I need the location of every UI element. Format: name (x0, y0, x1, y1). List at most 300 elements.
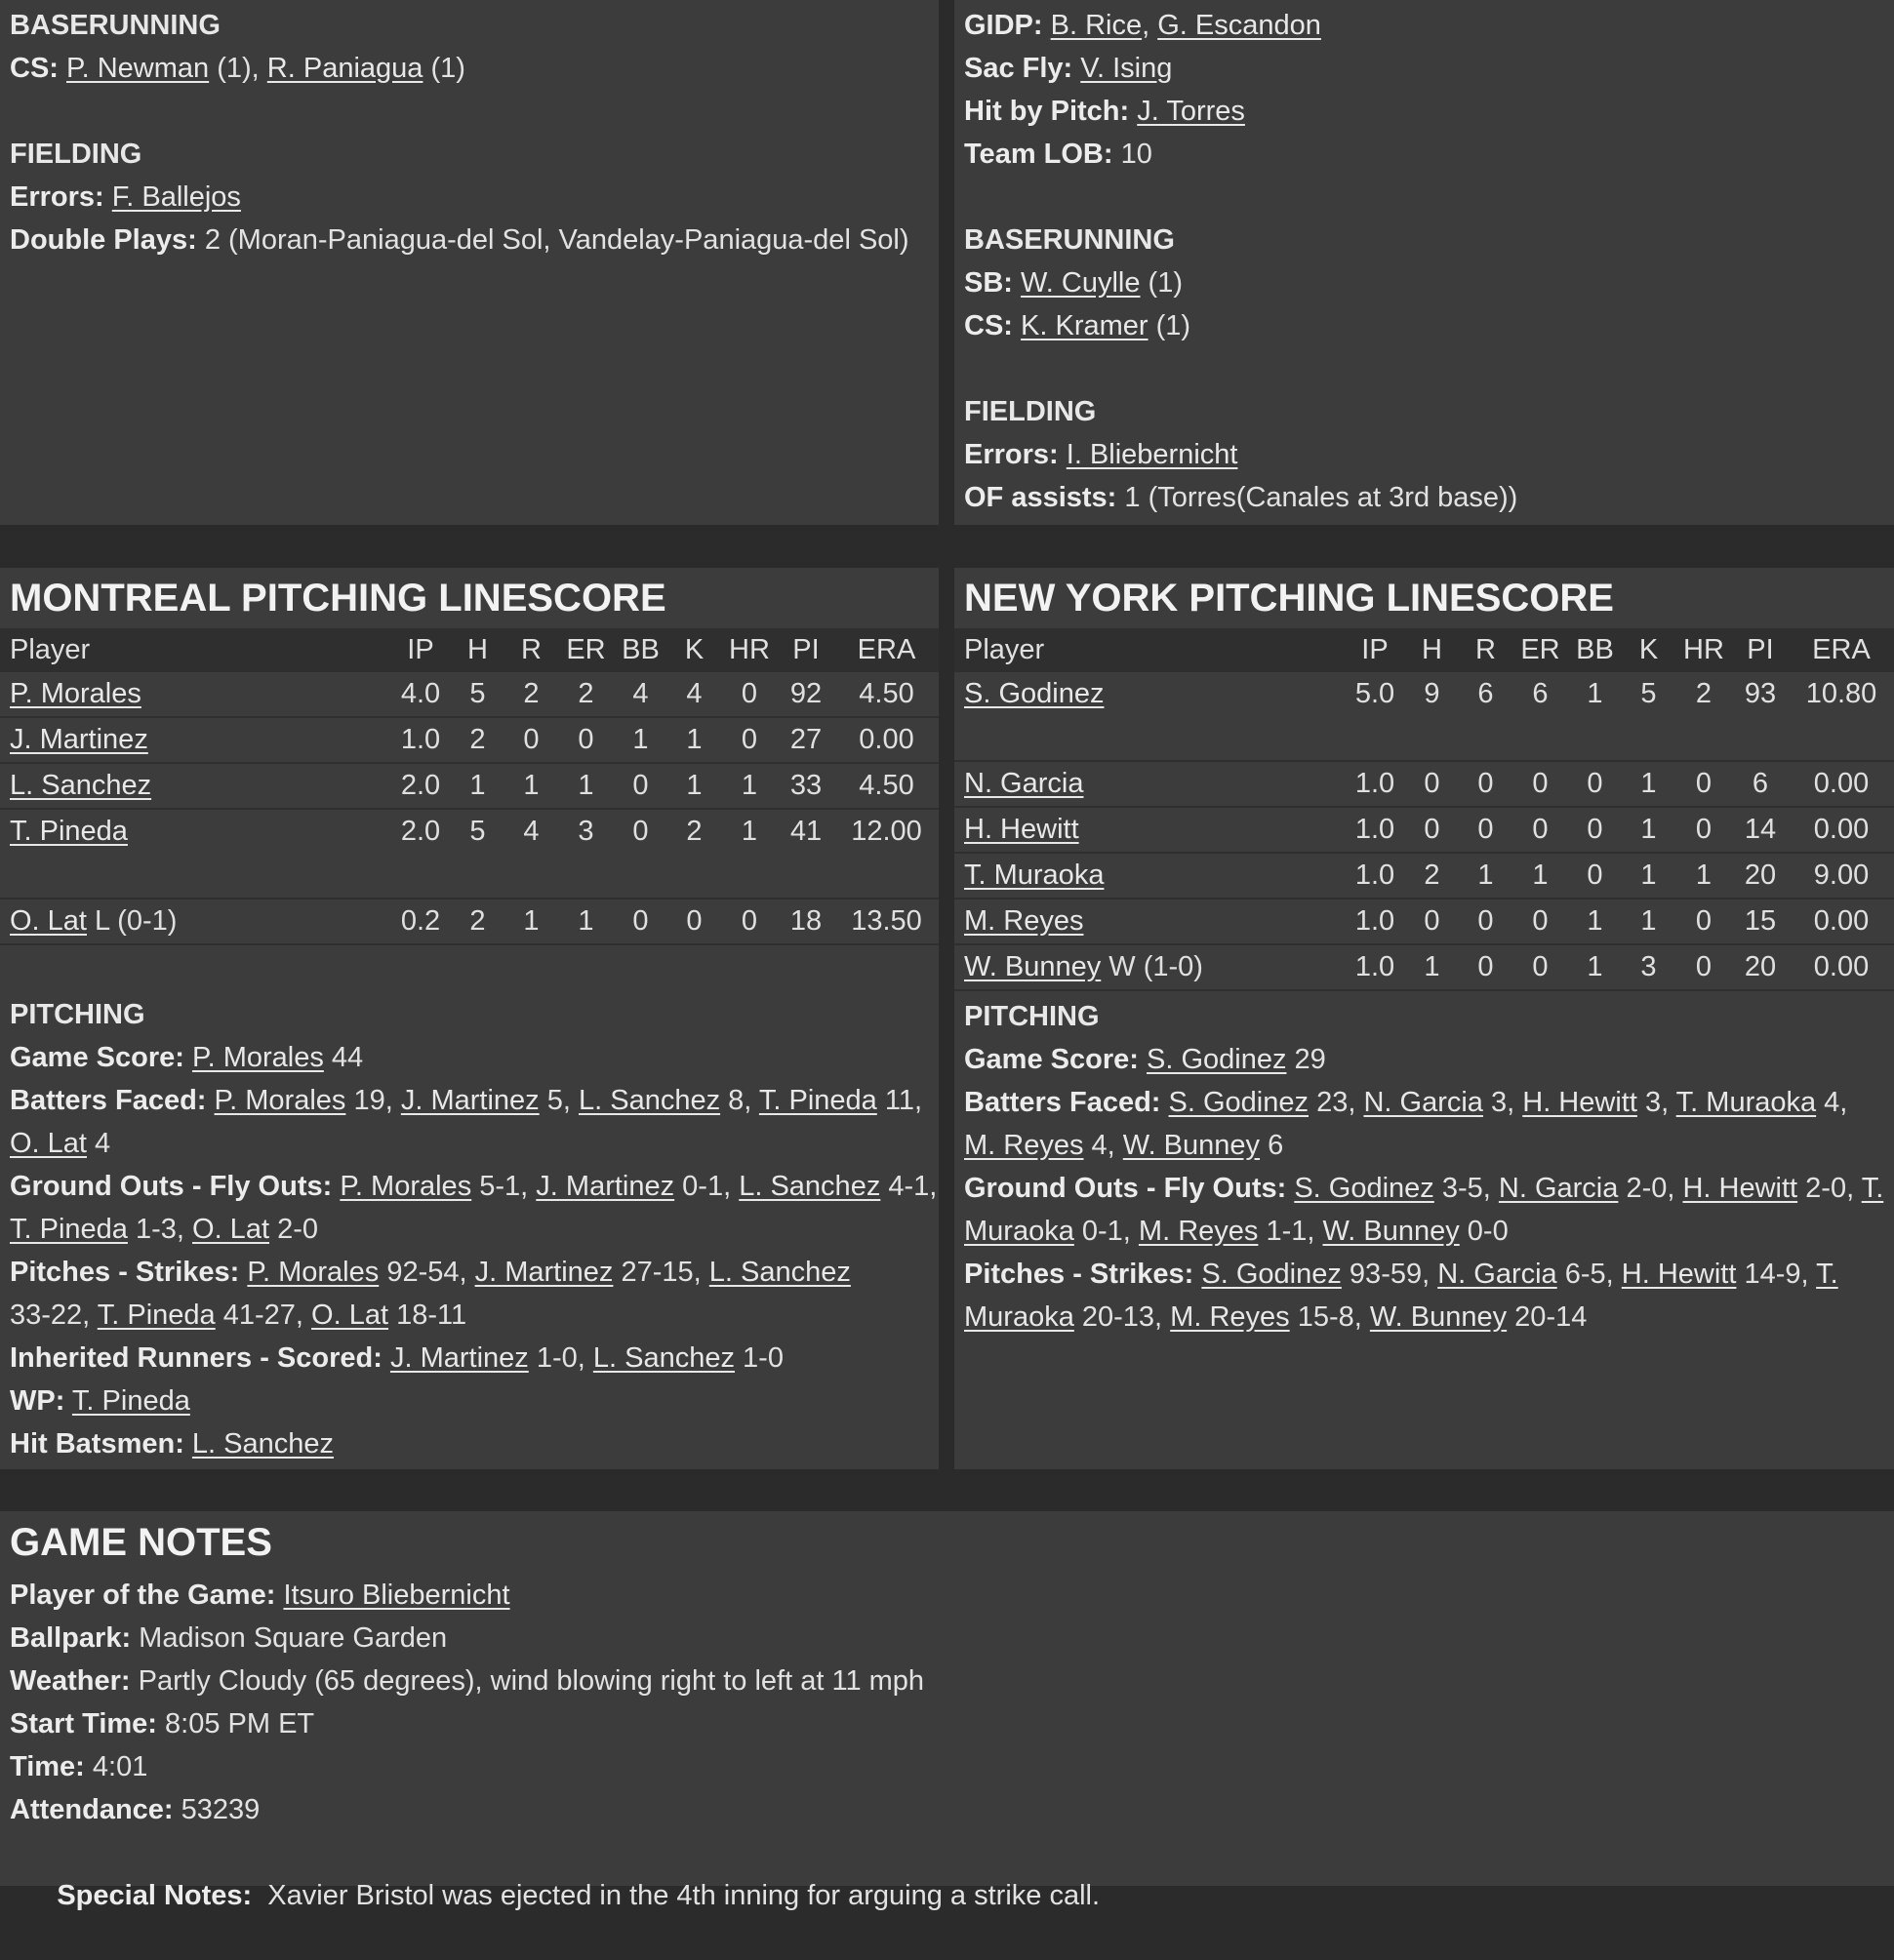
hit-by-pitch-line (964, 90, 1894, 133)
table-header-row (0, 628, 939, 672)
sb-label: SB: (964, 267, 1013, 299)
ip-cell: 1.0 (400, 724, 441, 755)
pi-cell: 6 (1752, 768, 1769, 799)
stat-text: 2-0, (1618, 1173, 1683, 1204)
montreal-pitching-table (0, 628, 939, 989)
player-link[interactable]: S. Godinez (1201, 1259, 1342, 1290)
era-cell: 12.00 (851, 816, 922, 847)
stat-text: 4 (87, 1128, 111, 1159)
pitches-strikes-label: Pitches - Strikes: (964, 1259, 1194, 1290)
player-link[interactable]: S. Godinez (1168, 1087, 1310, 1118)
hr-cell: 2 (1695, 678, 1713, 709)
player-cell (954, 761, 1345, 807)
col-header-er[interactable]: ER (1520, 634, 1560, 665)
h-cell: 1 (1424, 951, 1440, 982)
er-cell: 0 (578, 724, 594, 755)
player-link[interactable]: J. Martinez (474, 1257, 614, 1288)
ip-cell: 1.0 (1354, 860, 1395, 891)
stat-text: 6-5, (1556, 1259, 1622, 1290)
hit-batsmen-line (10, 1422, 939, 1465)
table-row (954, 944, 1894, 990)
player-link[interactable]: W. Bunney (1322, 1216, 1460, 1247)
player-link[interactable]: H. Hewitt (964, 814, 1079, 845)
game-score-line (10, 1036, 939, 1079)
player-link[interactable]: M. Reyes (1170, 1301, 1290, 1333)
stat-text: 0-1, (674, 1171, 740, 1202)
montreal-pitching-panel (0, 568, 939, 1469)
caught-stealing-line (10, 47, 939, 90)
era-cell: 0.00 (1813, 905, 1870, 937)
player-link[interactable]: O. Lat (10, 1128, 87, 1159)
er-cell: 2 (578, 678, 594, 709)
team-lob-line (964, 133, 1894, 176)
spacer-row (0, 854, 939, 899)
k-cell: 1 (686, 770, 703, 801)
bb-cell: 1 (632, 724, 649, 755)
player-link[interactable]: Itsuro Bliebernicht (283, 1580, 510, 1611)
era-cell: 4.50 (859, 770, 914, 801)
player-link[interactable]: I. Bliebernicht (1066, 439, 1238, 470)
stat-text: 3-5, (1433, 1173, 1499, 1204)
player-of-game-line (10, 1574, 1894, 1617)
stat-text: (1) (423, 53, 465, 84)
era-cell: 10.80 (1805, 678, 1877, 709)
player-link[interactable]: M. Reyes (964, 905, 1084, 937)
start-time-line (10, 1702, 1894, 1745)
player-link[interactable]: N. Garcia (1498, 1173, 1619, 1204)
player-link[interactable]: S. Godinez (964, 678, 1105, 709)
player-link[interactable]: T. Pineda (10, 1214, 128, 1245)
pi-cell: 20 (1744, 951, 1777, 982)
batters-faced-line (10, 1079, 939, 1122)
start-time-label: Start Time: (10, 1708, 157, 1740)
ip-cell: 1.0 (1354, 768, 1395, 799)
player-link[interactable]: O. Lat (311, 1300, 389, 1331)
ip-cell: 4.0 (400, 678, 441, 709)
player-link[interactable]: J. Martinez (536, 1171, 675, 1202)
stat-text: 19, (345, 1085, 401, 1116)
bb-cell: 4 (632, 678, 649, 709)
hr-cell: 0 (1695, 905, 1713, 937)
player-link[interactable]: M. Reyes (1138, 1216, 1259, 1247)
h-cell: 1 (469, 770, 486, 801)
h-cell: 0 (1424, 814, 1440, 845)
h-cell: 0 (1424, 768, 1440, 799)
bb-cell: 0 (632, 905, 649, 937)
hr-cell: 0 (741, 905, 758, 937)
decision: W (1-0) (1101, 951, 1203, 982)
game-time-line (10, 1745, 1894, 1788)
errors-label: Errors: (10, 181, 104, 213)
table-row (0, 899, 939, 944)
stat-text: 3, (1482, 1087, 1523, 1118)
h-cell: 0 (1424, 905, 1440, 937)
h-cell: 2 (469, 905, 486, 937)
r-cell: 1 (523, 905, 540, 937)
k-cell: 3 (1640, 951, 1657, 982)
table-row (954, 853, 1894, 899)
separator: , (1142, 10, 1158, 41)
player-link[interactable]: T. Pineda (758, 1085, 877, 1116)
player-cell (0, 717, 390, 763)
game-notes-panel (0, 1511, 1894, 1911)
col-header-k[interactable]: K (1638, 634, 1659, 665)
pitches-strikes-line (964, 1253, 1894, 1296)
inherited-runners-label: Inherited Runners - Scored: (10, 1342, 383, 1374)
er-cell: 0 (1532, 814, 1549, 845)
player-link[interactable]: W. Bunney (1122, 1130, 1261, 1161)
player-link[interactable]: P. Newman (66, 53, 210, 84)
col-header-h[interactable]: H (467, 634, 488, 665)
special-notes-label: Special Notes: (57, 1880, 253, 1911)
batters-faced-line-cont (964, 1124, 1894, 1167)
player-link[interactable]: P. Morales (214, 1085, 346, 1116)
ground-fly-outs-line-cont (964, 1210, 1894, 1253)
stat-text: 27-15, (613, 1257, 709, 1288)
player-link[interactable]: L. Sanchez (191, 1428, 335, 1460)
col-header-er[interactable]: ER (566, 634, 606, 665)
player-link[interactable]: L. Sanchez (578, 1085, 721, 1116)
er-cell: 1 (578, 770, 594, 801)
pitches-strikes-label: Pitches - Strikes: (10, 1257, 240, 1288)
player-link[interactable]: W. Bunney (964, 951, 1102, 982)
table-row (0, 809, 939, 854)
r-cell: 2 (523, 678, 540, 709)
col-header-player[interactable]: Player (10, 634, 91, 665)
special-notes-line (10, 1831, 1894, 1960)
weather-label: Weather: (10, 1665, 131, 1697)
fielding-heading: FIELDING (10, 139, 142, 170)
player-link[interactable]: J. Martinez (10, 724, 148, 755)
of-assists-label: OF assists: (964, 482, 1117, 513)
stat-text: 11, (876, 1085, 923, 1116)
col-header-r[interactable]: R (1475, 634, 1496, 665)
ip-cell: 1.0 (1354, 905, 1395, 937)
col-header-hr[interactable]: HR (1683, 634, 1724, 665)
player-link[interactable]: H. Hewitt (1682, 1173, 1798, 1204)
player-cell (954, 807, 1345, 853)
attendance-line (10, 1788, 1894, 1831)
era-cell: 0.00 (859, 724, 914, 755)
col-header-hr[interactable]: HR (729, 634, 770, 665)
pi-cell: 92 (789, 678, 823, 709)
h-cell: 5 (469, 678, 486, 709)
bb-cell: 0 (1587, 768, 1603, 799)
player-link[interactable]: F. Ballejos (111, 181, 241, 213)
baserunning-heading: BASERUNNING (10, 10, 221, 41)
player-link[interactable]: R. Paniagua (266, 53, 423, 84)
table-row (954, 807, 1894, 853)
bb-cell: 0 (632, 770, 649, 801)
sac-fly-label: Sac Fly: (964, 53, 1073, 84)
ip-cell: 2.0 (400, 770, 441, 801)
stat-text: (1) (1148, 310, 1191, 341)
col-header-h[interactable]: H (1422, 634, 1442, 665)
player-link[interactable]: G. Escandon (1157, 10, 1321, 41)
player-link[interactable]: Muraoka (964, 1301, 1074, 1333)
er-cell: 0 (1532, 768, 1549, 799)
stat-text: 4, (1816, 1087, 1848, 1118)
er-cell: 0 (1532, 905, 1549, 937)
col-header-pi[interactable]: PI (792, 634, 820, 665)
col-header-era[interactable]: ERA (1812, 634, 1871, 665)
stat-text: 92-54, (379, 1257, 475, 1288)
era-cell: 4.50 (859, 678, 914, 709)
hr-cell: 0 (741, 724, 758, 755)
pi-cell: 18 (789, 905, 823, 937)
player-link[interactable]: M. Reyes (964, 1130, 1084, 1161)
gidp-line (964, 4, 1894, 47)
inherited-runners-line (10, 1337, 939, 1380)
player-link[interactable]: W. Bunney (1369, 1301, 1508, 1333)
player-cell (954, 899, 1345, 944)
player-link[interactable]: P. Morales (340, 1171, 472, 1202)
pi-cell: 20 (1744, 860, 1777, 891)
player-link[interactable]: J. Martinez (400, 1085, 540, 1116)
table-row (0, 672, 939, 717)
ip-cell: 5.0 (1354, 678, 1395, 709)
player-cell (954, 944, 1345, 990)
k-cell: 0 (686, 905, 703, 937)
era-cell: 13.50 (851, 905, 922, 937)
stat-text: 41-27, (215, 1300, 312, 1331)
hr-cell: 0 (1695, 768, 1713, 799)
r-cell: 0 (1477, 768, 1494, 799)
stat-text: 2-0, (1797, 1173, 1862, 1204)
stat-text: 18-11 (388, 1300, 467, 1331)
cs-label: CS: (10, 53, 59, 84)
pitching-heading: PITCHING (964, 1001, 1100, 1032)
batters-faced-line-cont (10, 1122, 939, 1165)
start-time-value: 8:05 PM ET (156, 1708, 315, 1740)
ballpark-label: Ballpark: (10, 1622, 132, 1654)
era-cell: 9.00 (1813, 860, 1870, 891)
bb-cell: 0 (1587, 814, 1603, 845)
table-header-row (954, 628, 1894, 672)
stat-text: 5, (539, 1085, 579, 1116)
player-link[interactable]: T. (1816, 1259, 1838, 1290)
col-header-bb[interactable]: BB (622, 634, 660, 665)
stat-text: 4, (1083, 1130, 1123, 1161)
ground-fly-outs-line (964, 1167, 1894, 1210)
newyork-pitching-title: NEW YORK PITCHING LINESCORE (964, 577, 1614, 620)
pi-cell: 41 (789, 816, 823, 847)
stat-text: 23, (1309, 1087, 1364, 1118)
stat-text: (1), (209, 53, 267, 84)
player-link[interactable]: W. Cuylle (1021, 267, 1141, 299)
double-plays-line (10, 219, 939, 261)
player-link[interactable]: L. Sanchez (708, 1257, 851, 1288)
player-link[interactable]: P. Morales (247, 1257, 380, 1288)
game-time-value: 4:01 (84, 1751, 148, 1782)
player-link[interactable]: N. Garcia (964, 768, 1084, 799)
ip-cell: 2.0 (400, 816, 441, 847)
stat-text: 1-3, (127, 1214, 193, 1245)
h-cell: 9 (1424, 678, 1440, 709)
player-link[interactable]: P. Morales (10, 678, 141, 709)
player-link[interactable]: Muraoka (964, 1216, 1074, 1247)
player-link[interactable]: S. Godinez (1146, 1044, 1287, 1075)
lob-value: 10 (1112, 139, 1152, 170)
stat-text: 1-1, (1258, 1216, 1323, 1247)
sac-fly-line (964, 47, 1894, 90)
spacer-row (954, 716, 1894, 761)
col-header-bb[interactable]: BB (1576, 634, 1614, 665)
ground-fly-outs-line-cont (10, 1208, 939, 1251)
col-header-r[interactable]: R (521, 634, 542, 665)
ballpark-line (10, 1617, 1894, 1660)
stat-text: 20-14 (1507, 1301, 1588, 1333)
player-link[interactable]: L. Sanchez (10, 770, 152, 801)
stat-text: 1-0, (528, 1342, 593, 1374)
col-header-era[interactable]: ERA (857, 634, 916, 665)
player-link[interactable]: N. Garcia (1363, 1087, 1483, 1118)
ballpark-value: Madison Square Garden (131, 1622, 448, 1654)
player-cell (0, 899, 390, 944)
newyork-batting-notes-panel (954, 0, 1894, 525)
ground-fly-outs-label: Ground Outs - Fly Outs: (964, 1173, 1287, 1204)
player-link[interactable]: T. Pineda (97, 1300, 216, 1331)
player-link[interactable]: T. Pineda (10, 816, 128, 847)
k-cell: 5 (1640, 678, 1657, 709)
game-score-label: Game Score: (964, 1044, 1139, 1075)
errors-line (10, 176, 939, 219)
batters-faced-line (964, 1081, 1894, 1124)
game-notes-title: GAME NOTES (10, 1521, 272, 1564)
bb-cell: 0 (1587, 860, 1603, 891)
pi-cell: 15 (1744, 905, 1777, 937)
k-cell: 2 (686, 816, 703, 847)
player-link[interactable]: S. Godinez (1294, 1173, 1434, 1204)
montreal-pitching-title: MONTREAL PITCHING LINESCORE (10, 577, 666, 620)
col-header-ip[interactable]: IP (1361, 634, 1389, 665)
pi-cell: 27 (789, 724, 823, 755)
stat-text: 14-9, (1736, 1259, 1817, 1290)
batters-faced-label: Batters Faced: (964, 1087, 1161, 1118)
cs-label: CS: (964, 310, 1013, 341)
stat-text: 15-8, (1289, 1301, 1370, 1333)
h-cell: 5 (469, 816, 486, 847)
pitches-strikes-line-cont (964, 1296, 1894, 1339)
er-cell: 1 (578, 905, 594, 937)
er-cell: 6 (1532, 678, 1549, 709)
special-notes-value: Xavier Bristol was ejected in the 4th inning for arguing a strike call. (252, 1880, 1101, 1911)
er-cell: 1 (1532, 860, 1549, 891)
pitches-strikes-line (10, 1251, 939, 1294)
caught-stealing-line (964, 304, 1894, 347)
k-cell: 1 (1640, 814, 1657, 845)
fielding-heading: FIELDING (964, 396, 1097, 427)
h-cell: 2 (469, 724, 486, 755)
stat-text: 93-59, (1341, 1259, 1438, 1290)
col-header-k[interactable]: K (684, 634, 705, 665)
table-row (954, 761, 1894, 807)
game-score-label: Game Score: (10, 1042, 184, 1073)
player-link[interactable]: K. Kramer (1021, 310, 1148, 341)
r-cell: 0 (1477, 814, 1494, 845)
player-link[interactable]: T. Muraoka (964, 860, 1105, 891)
er-cell: 3 (578, 816, 594, 847)
ground-fly-outs-line (10, 1165, 939, 1208)
lob-label: Team LOB: (964, 139, 1113, 170)
player-cell (0, 809, 390, 854)
er-cell: 0 (1532, 951, 1549, 982)
gidp-label: GIDP: (964, 10, 1043, 41)
col-header-player[interactable]: Player (964, 634, 1045, 665)
player-link[interactable]: T. Pineda (71, 1385, 190, 1417)
ip-cell: 1.0 (1354, 814, 1395, 845)
hr-cell: 0 (1695, 951, 1713, 982)
player-cell (954, 672, 1345, 716)
double-plays-label: Double Plays: (10, 224, 197, 256)
r-cell: 1 (523, 770, 540, 801)
table-row (954, 672, 1894, 716)
player-link[interactable]: N. Garcia (1437, 1259, 1557, 1290)
player-of-game-label: Player of the Game: (10, 1580, 276, 1611)
player-link[interactable]: B. Rice (1050, 10, 1143, 41)
r-cell: 4 (523, 816, 540, 847)
hr-cell: 1 (741, 770, 758, 801)
player-link[interactable]: J. Martinez (389, 1342, 529, 1374)
col-header-ip[interactable]: IP (407, 634, 434, 665)
player-link[interactable]: O. Lat (10, 905, 87, 937)
stat-text: 1-0 (734, 1342, 784, 1374)
newyork-pitching-table (954, 628, 1894, 991)
stat-text: 29 (1286, 1044, 1326, 1075)
spacer-row (0, 944, 939, 989)
errors-label: Errors: (964, 439, 1059, 470)
player-link[interactable]: H. Hewitt (1621, 1259, 1737, 1290)
stat-text: 8, (720, 1085, 759, 1116)
player-link[interactable]: H. Hewitt (1522, 1087, 1637, 1118)
player-link[interactable]: L. Sanchez (592, 1342, 735, 1374)
k-cell: 1 (1640, 768, 1657, 799)
pi-cell: 33 (789, 770, 823, 801)
stat-text: 44 (323, 1042, 364, 1073)
table-row (954, 899, 1894, 944)
player-link[interactable]: J. Torres (1137, 96, 1245, 127)
errors-line (964, 433, 1894, 476)
stat-text: 5-1, (471, 1171, 537, 1202)
montreal-pitching-notes (0, 989, 939, 1465)
hit-batsmen-label: Hit Batsmen: (10, 1428, 184, 1460)
of-assists-line (964, 476, 1894, 519)
k-cell: 4 (686, 678, 703, 709)
k-cell: 1 (1640, 905, 1657, 937)
player-link[interactable]: O. Lat (192, 1214, 270, 1245)
double-plays-text: 2 (Moran-Paniagua-del Sol, Vandelay-Paniagua-del Sol) (196, 224, 909, 256)
r-cell: 1 (1477, 860, 1494, 891)
bb-cell: 1 (1587, 905, 1603, 937)
player-cell (954, 853, 1345, 899)
col-header-pi[interactable]: PI (1747, 634, 1774, 665)
player-link[interactable]: T. Muraoka (1675, 1087, 1817, 1118)
montreal-batting-notes-panel (0, 0, 939, 525)
game-time-label: Time: (10, 1751, 85, 1782)
player-link[interactable]: P. Morales (191, 1042, 324, 1073)
player-link[interactable]: L. Sanchez (739, 1171, 881, 1202)
player-link[interactable]: T. (1861, 1173, 1884, 1204)
weather-line (10, 1660, 1894, 1702)
pi-cell: 93 (1744, 678, 1777, 709)
hr-cell: 0 (741, 678, 758, 709)
game-score-line (964, 1038, 1894, 1081)
stat-text: 0-1, (1073, 1216, 1139, 1247)
attendance-value: 53239 (173, 1794, 261, 1825)
wild-pitch-line (10, 1380, 939, 1422)
player-link[interactable]: V. Ising (1080, 53, 1173, 84)
bb-cell: 0 (632, 816, 649, 847)
